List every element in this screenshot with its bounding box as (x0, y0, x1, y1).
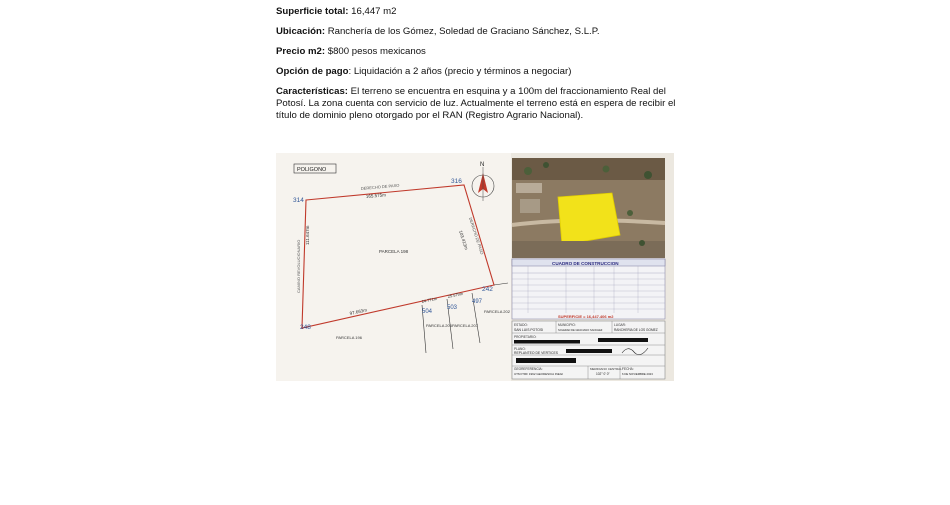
superficie-total: SUPERFICIE = 16,447.406 m2 (558, 314, 614, 319)
vertex-label: 504 (422, 309, 433, 315)
vertex-label: 497 (472, 299, 483, 305)
estado-label: ESTADO: (514, 323, 528, 327)
vertex-label: 242 (482, 286, 493, 293)
aerial-photo (512, 158, 665, 258)
features-label: Características: (276, 86, 348, 97)
vertex-label: 248 (300, 324, 311, 331)
listing-details (276, 6, 676, 122)
municipio-value: SOLEDAD DE GRACIANO SANCHEZ (558, 329, 603, 332)
features-value: El terreno se encuentra en esquina y a 100m del fraccionamiento Real del Potosí. La zona cuenta con servicio de luz. Actualmente el terreno está en espera de recibir el título de dominio pleno otorgado por el RAN (Registro Agrario Nacional). (276, 86, 676, 121)
construction-table (512, 259, 665, 319)
dimension-label: 103.413m (458, 229, 469, 251)
poligono-label: POLIGONO (297, 167, 327, 173)
survey-plan-drawing (276, 153, 674, 381)
vertex-label: 314 (293, 197, 304, 204)
plano-value: REPLANTEO DE VERTICES (514, 351, 559, 355)
redaction-bar (566, 349, 612, 353)
title-block (512, 321, 665, 379)
lugar-label: LUGAR: (614, 323, 626, 327)
parcel-label: PARCELA 198 (379, 249, 409, 254)
estado-value: SAN LUIS POTOSI (514, 328, 544, 332)
location-label: Ubicación: (276, 26, 326, 37)
vertex-label: 316 (451, 178, 462, 185)
parcel-label: PARCELA 196 (336, 335, 362, 340)
surface-line (276, 6, 676, 18)
price-value: $800 pesos mexicanos (325, 46, 426, 57)
location-value: Ranchería de los Gómez, Soledad de Graciano Sánchez, S.L.P. (325, 26, 600, 37)
propietario-label: PROPIETARIO: (514, 335, 537, 339)
road-right-label: DERECHO DE PASO (468, 216, 485, 256)
parcel-label: PARCELA 207 (452, 323, 478, 328)
georef-label: GEOREFERENCIA: (514, 367, 543, 371)
lugar-value: RANCHERIA DE LOS GOMEZ (614, 328, 658, 332)
north-label: N (480, 162, 485, 168)
fecha-label: FECHA: (622, 367, 634, 371)
dimension-label: 24.771m (421, 295, 438, 304)
dimension-label: 25.579m (447, 290, 464, 299)
road-left-label: CAMINO REVOLUCIONARIO (296, 239, 301, 293)
meridiano-value: 102° 0' 0" (596, 372, 610, 376)
price-label: Precio m2: (276, 46, 326, 57)
meridiano-label: MERIDIANO CENTRAL: (590, 367, 623, 371)
dimension-label: 165.575m (365, 192, 387, 199)
georef-value: UTM ITRF 1992 GEODESICA INEGI (514, 372, 564, 376)
parcel-label: PARCELA 202 (484, 309, 510, 314)
survey-plan-image (276, 153, 674, 381)
vertex-label: 503 (447, 305, 458, 311)
redaction-bar (598, 338, 648, 342)
features-paragraph (276, 86, 676, 122)
payment-line (276, 66, 676, 78)
fecha-value: 6 DE NOVIEMBRE 2023 (622, 372, 653, 376)
surface-label: Superficie total: (276, 6, 349, 17)
payment-value: : Liquidación a 2 años (precio y términos a negociar) (348, 66, 572, 77)
payment-label: Opción de pago (276, 66, 349, 77)
road-top-label: DERECHO DE PASO (360, 182, 400, 191)
parcel-label: PARCELA 206 (426, 323, 452, 328)
surface-value: 16,447 m2 (348, 6, 397, 17)
dimension-label: 97.663m (349, 307, 368, 316)
redaction-bar (516, 358, 576, 363)
municipio-label: MUNICIPIO: (558, 323, 576, 327)
redaction-bar (514, 340, 580, 344)
table-title: CUADRO DE CONSTRUCCION (552, 261, 619, 266)
location-line (276, 26, 676, 38)
price-line (276, 46, 676, 58)
plano-label: PLANO: (514, 347, 526, 351)
dimension-label: 111.647m (305, 225, 310, 245)
